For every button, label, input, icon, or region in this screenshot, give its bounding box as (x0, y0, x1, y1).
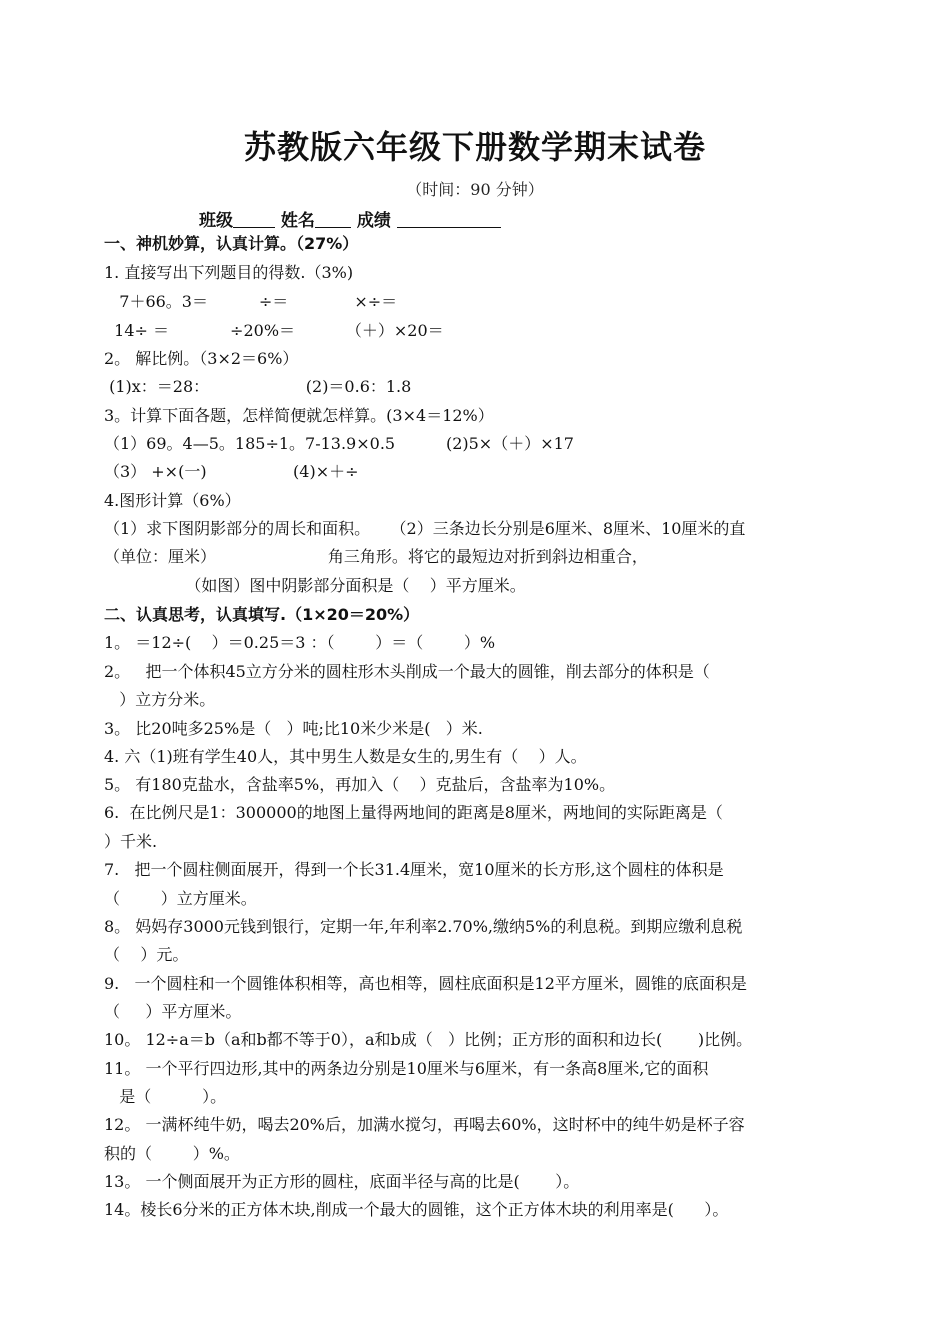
question-line: 3。 比20吨多25%是（ ）吨;比10米少米是( ）米. (104, 719, 483, 738)
score-label: 成绩 (356, 211, 391, 231)
question-line: 14。棱长6分米的正方体木块,削成一个最大的圆锥，这个正方体木块的利用率是( ）。 (104, 1200, 729, 1219)
question-line: 7. 把一个圆柱侧面展开，得到一个长31.4厘米，宽10厘米的长方形,这个圆柱的体积是 (104, 860, 724, 879)
question-line: 12。 一满杯纯牛奶，喝去20%后，加满水搅匀，再喝去60%，这时杯中的纯牛奶是杯子容 (104, 1115, 745, 1134)
question-line: 1。 ＝12÷( ）＝0.25＝3 ：（ ）＝（ ）% (104, 633, 496, 652)
question-line: 是（ ）。 (104, 1087, 227, 1106)
question-line: 1. 直接写出下列题目的得数.（3%) (104, 263, 354, 282)
question-line: 3。计算下面各题，怎样简便就怎样算。(3×4＝12%） (104, 406, 494, 425)
question-line: 11。 一个平行四边形,其中的两条边分别是10厘米与6厘米，有一条高8厘米,它的面积 (104, 1059, 709, 1078)
question-line: （ ）元。 (104, 945, 189, 964)
question-line: 8。 妈妈存3000元钱到银行，定期一年,年利率2.70%,缴纳5%的利息税。到期应缴利息税 (104, 917, 743, 936)
question-line: （3） +×(一) (4)×＋÷ (104, 462, 359, 481)
question-line: 4. 六（1)班有学生40人，其中男生人数是女生的,男生有（ ）人。 (104, 747, 587, 766)
section-heading: 二、认真思考，认真填写.（1×20＝20%） (104, 605, 420, 624)
name-label: 姓名 (280, 211, 315, 231)
class-blank (233, 209, 275, 228)
name-blank (315, 209, 351, 228)
question-line: 2。 把一个体积45立方分米的圆柱形木头削成一个最大的圆锥，削去部分的体积是（ (104, 662, 710, 681)
question-line: 5。 有180克盐水，含盐率5%，再加入（ ）克盐后，含盐率为10%。 (104, 775, 616, 794)
student-info-line (199, 206, 501, 231)
question-line: 14÷ ＝ ÷20%＝ （＋）×20＝ (104, 321, 444, 340)
question-line: 13。 一个侧面展开为正方形的圆柱，底面半径与高的比是( ）。 (104, 1172, 580, 1191)
question-line: 10。 12÷a＝b（a和b都不等于0），a和b成（ ）比例；正方形的面积和边长( )比例。 (104, 1030, 753, 1049)
class-label: 班级 (199, 211, 233, 231)
question-line: （ ）平方厘米。 (104, 1002, 242, 1021)
question-line: （如图）图中阴影部分面积是（ ）平方厘米。 (104, 576, 526, 595)
question-line: 7＋66。3＝ ÷＝ ×÷＝ (104, 292, 398, 311)
question-line: ）千米. (104, 832, 158, 851)
question-line: （1）求下图阴影部分的周长和面积。 （2）三条边长分别是6厘米、8厘米、10厘米的直 (104, 519, 746, 538)
section-heading: 一、神机妙算，认真计算。（27%） (104, 234, 359, 253)
score-blank (397, 209, 501, 228)
question-line: （ ）立方厘米。 (104, 889, 257, 908)
question-line: 6. 在比例尺是1：300000的地图上量得两地间的距离是8厘米，两地间的实际距离是（ (104, 803, 723, 822)
question-line: （1）69。4—5。185÷1。7-13.9×0.5 (2)5×（＋）×17 (104, 434, 574, 453)
question-line: 4.图形计算（6%） (104, 491, 241, 510)
question-line: 2。 解比例。（3×2＝6%） (104, 349, 299, 368)
question-line: （单位：厘米） 角三角形。将它的最短边对折到斜边相重合， (104, 547, 648, 566)
page-title: 苏教版六年级下册数学期末试卷 (243, 128, 706, 166)
question-line: 9. 一个圆柱和一个圆锥体积相等，高也相等，圆柱底面积是12平方厘米，圆锥的底面积是 (104, 974, 747, 993)
exam-duration: （时间：90 分钟） (406, 180, 544, 199)
question-line: (1)x：＝28： (2)＝0.6：1.8 (104, 377, 412, 396)
question-line: 积的（ ）%。 (104, 1144, 240, 1163)
question-line: ）立方分米。 (104, 690, 216, 709)
